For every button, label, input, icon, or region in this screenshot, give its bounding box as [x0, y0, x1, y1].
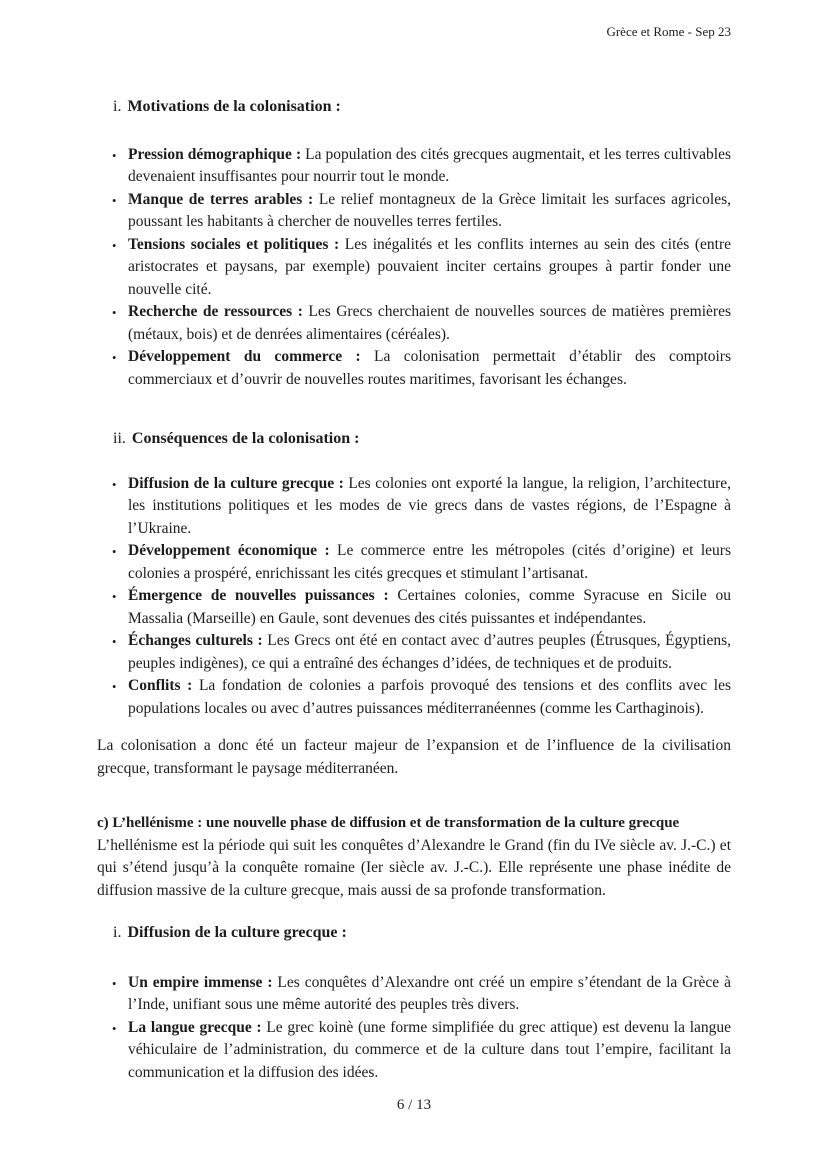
- diffusion-list: [97, 972, 731, 1085]
- bullet-icon: •: [112, 635, 117, 649]
- list-item: [112, 1017, 732, 1085]
- heading-hellenisme: c) L’hellénisme : une nouvelle phase de diffusion et de transformation de la culture grecque: [97, 815, 680, 831]
- bullet-icon: •: [112, 193, 117, 208]
- item-lead: La langue grecque :: [128, 1018, 262, 1036]
- conclusion-paragraph: La colonisation a donc été un facteur majeur de l’expansion et de l’influence de la civilisation grecque, transformant le paysage méditerranéen.: [97, 737, 731, 777]
- item-text: La population des cités grecques augmentait, et les terres cultivables devenaient insuffisantes pour nourrir tout le monde.: [128, 145, 731, 185]
- list-item: [112, 972, 731, 1017]
- item-text: Le commerce entre les métropoles (cités d’origine) et leurs colonies a prospéré, enrichissant les cités grecques et stimulant l’artisanat.: [128, 542, 731, 582]
- heading-consequences: [113, 428, 731, 451]
- heading-title: Motivations de la colonisation :: [127, 98, 341, 115]
- item-text: La fondation de colonies a parfois provoqué des tensions et des conflits avec les populations locales ou avec d’autres puissances méditerranéennes (comme les Carthaginois).: [128, 677, 731, 717]
- heading-number: i.: [113, 98, 122, 115]
- heading-number: i.: [113, 924, 122, 941]
- hellenisme-intro-paragraph: L’hellénisme est la période qui suit les conquêtes d’Alexandre le Grand (fin du IVe siècle av. J.-C.) et qui s’étend jusqu’à la conquête romaine (Ier siècle av. J.-C.). Elle représente une phase inédite de diffusion massive de la culture grecque, mais aussi de sa profonde transformation.: [97, 836, 731, 899]
- list-item: [112, 630, 731, 675]
- bullet-icon: •: [112, 545, 117, 559]
- bullet-icon: •: [112, 306, 117, 320]
- item-lead: Développement du commerce :: [128, 348, 361, 365]
- item-text: Le relief montagneux de la Grèce limitait les surfaces agricoles, poussant les habitants à chercher de nouvelles terres fertiles.: [128, 190, 731, 230]
- list-item: [112, 144, 731, 189]
- bullet-icon: •: [112, 148, 117, 163]
- item-lead: Un empire immense :: [128, 973, 273, 991]
- list-item: [112, 234, 731, 302]
- list-item: [112, 473, 732, 541]
- bullet-icon: •: [112, 351, 117, 365]
- list-item: [112, 346, 732, 391]
- bullet-icon: •: [112, 590, 117, 604]
- list-item: [112, 189, 731, 234]
- item-text: Les Grecs cherchaient de nouvelles sources de matières premières (métaux, bois) et de denrées alimentaires (céréales).: [128, 303, 731, 343]
- bullet-icon: •: [112, 1021, 117, 1036]
- list-item: [112, 585, 731, 630]
- list-item: [112, 675, 731, 720]
- bullet-icon: •: [112, 477, 117, 492]
- page-content: [97, 96, 731, 1084]
- item-lead: Recherche de ressources :: [128, 303, 303, 320]
- item-lead: Diffusion de la culture grecque :: [128, 474, 344, 492]
- list-item: [112, 301, 731, 346]
- item-text: Les colonies ont exporté la langue, la religion, l’architecture, les institutions politiques et les modes de vie grecs dans de vastes régions, de l’Espagne à l’Ukraine.: [128, 474, 732, 537]
- heading-motivations: [113, 96, 731, 119]
- item-lead: Pression démographique :: [128, 145, 302, 163]
- running-header: Grèce et Rome - Sep 23: [606, 24, 731, 39]
- list-item: [112, 540, 731, 585]
- item-text: Certaines colonies, comme Syracuse en Sicile ou Massalia (Marseille) en Gaule, sont devenues des cités puissantes et indépendantes.: [128, 587, 731, 627]
- heading-title: Conséquences de la colonisation :: [131, 430, 360, 447]
- item-text: Le grec koinè (une forme simplifiée du grec attique) est devenu la langue véhiculaire de l’administration, du commerce et de la culture dans tout l’empire, facilitant la communication et la diffusion des idées.: [128, 1018, 732, 1081]
- bullet-icon: •: [112, 976, 117, 991]
- page-number: 6 / 13: [396, 1097, 432, 1113]
- item-text: Les inégalités et les conflits internes au sein des cités (entre aristocrates et paysans, par exemple) pouvaient inciter certains groupes à partir fonder une nouvelle cité.: [128, 235, 731, 298]
- item-lead: Émergence de nouvelles puissances :: [128, 587, 389, 604]
- item-lead: Développement économique :: [128, 542, 330, 559]
- motivations-list: [97, 144, 731, 392]
- consequences-list: [97, 473, 731, 721]
- heading-title: Diffusion de la culture grecque :: [127, 924, 347, 941]
- item-text: La colonisation permettait d’établir des comptoirs commerciaux et d’ouvrir de nouvelles routes maritimes, favorisant les échanges.: [128, 348, 732, 388]
- item-lead: Manque de terres arables :: [128, 190, 314, 208]
- bullet-icon: •: [112, 680, 117, 694]
- item-text: Les conquêtes d’Alexandre ont créé un empire s’étendant de la Grèce à l’Inde, unifiant sous une même autorité des peuples très divers.: [128, 973, 731, 1013]
- item-lead: Échanges culturels :: [128, 632, 263, 649]
- bullet-icon: •: [112, 238, 117, 253]
- item-lead: Tensions sociales et politiques :: [128, 235, 340, 253]
- heading-number: ii.: [113, 430, 126, 447]
- item-lead: Conflits :: [128, 677, 193, 694]
- heading-diffusion: [113, 922, 731, 945]
- item-text: Les Grecs ont été en contact avec d’autres peuples (Étrusques, Égyptiens, peuples indigènes), ce qui a entraîné des échanges d’idées, de techniques et de produits.: [128, 632, 731, 672]
